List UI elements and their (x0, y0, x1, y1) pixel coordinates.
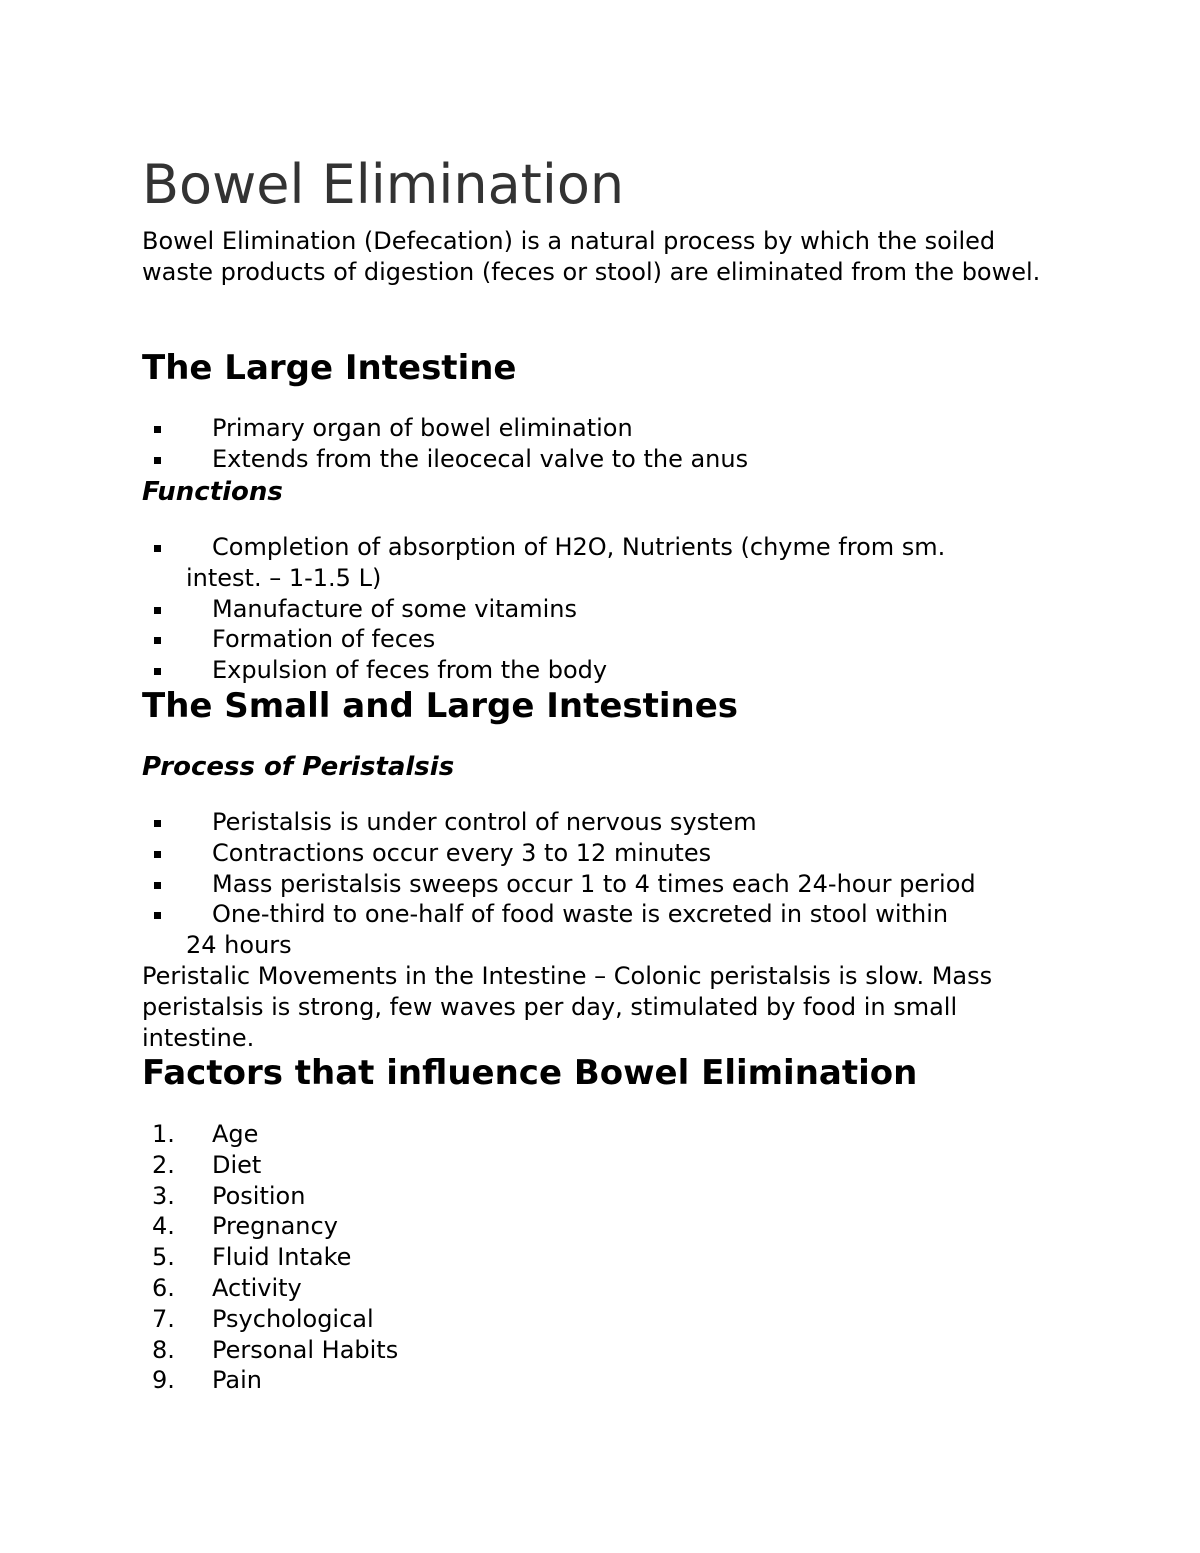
list-item: One-third to one-half of food waste is excreted in stool within 24 hours (142, 899, 1072, 961)
list-item: 5. Fluid Intake (152, 1243, 352, 1272)
square-bullet-icon (154, 545, 161, 552)
list-item: Contractions occur every 3 to 12 minutes (142, 838, 1072, 869)
list-item: Extends from the ileocecal valve to the anus (142, 444, 1072, 475)
list-item: 3. Position (152, 1181, 306, 1210)
functions-list (142, 532, 1072, 686)
square-bullet-icon (154, 426, 161, 433)
square-bullet-icon (154, 457, 161, 464)
list-item: Peristalsis is under control of nervous system (142, 807, 1072, 838)
large-intestine-list (142, 413, 1072, 475)
square-bullet-icon (154, 637, 161, 644)
list-item: 6. Activity (152, 1273, 302, 1302)
heading-factors: Factors that influence Bowel Elimination (142, 1053, 918, 1093)
heading-functions: Functions (142, 477, 283, 507)
peristalsis-list (142, 807, 1072, 961)
list-item: 8. Personal Habits (152, 1335, 399, 1364)
square-bullet-icon (154, 820, 161, 827)
list-item: Primary organ of bowel elimination (142, 413, 1072, 444)
page-title: Bowel Elimination (142, 153, 625, 216)
factors-list (142, 1119, 1072, 1396)
list-item: 7. Psychological (152, 1304, 374, 1333)
square-bullet-icon (154, 668, 161, 675)
intro-paragraph: Bowel Elimination (Defecation) is a natural process by which the soiled waste products of digestion (feces or stool) are eliminated from the bowel. (142, 227, 1041, 286)
list-item: 2. Diet (152, 1150, 262, 1179)
list-item: 1. Age (152, 1120, 259, 1148)
list-item: Completion of absorption of H2O, Nutrients (chyme from sm. intest. – 1-1.5 L) (142, 532, 1072, 594)
square-bullet-icon (154, 851, 161, 858)
square-bullet-icon (154, 882, 161, 889)
list-item: Expulsion of feces from the body (142, 655, 1072, 686)
list-item: Formation of feces (142, 624, 1072, 655)
peristalsis-paragraph: Peristalic Movements in the Intestine – Colonic peristalsis is slow. Mass peristalsis is strong, few waves per day, stimulated by food in small intestine. (142, 962, 993, 1052)
list-item: 4. Pregnancy (152, 1212, 338, 1241)
list-item: Manufacture of some vitamins (142, 594, 1072, 625)
list-item: Mass peristalsis sweeps occur 1 to 4 times each 24-hour period (142, 869, 1072, 900)
heading-process-peristalsis: Process of Peristalsis (142, 752, 455, 782)
square-bullet-icon (154, 607, 161, 614)
heading-large-intestine: The Large Intestine (142, 348, 517, 388)
list-item: 9. Pain (152, 1366, 262, 1395)
heading-small-large-intestines: The Small and Large Intestines (142, 686, 739, 726)
square-bullet-icon (154, 912, 161, 919)
